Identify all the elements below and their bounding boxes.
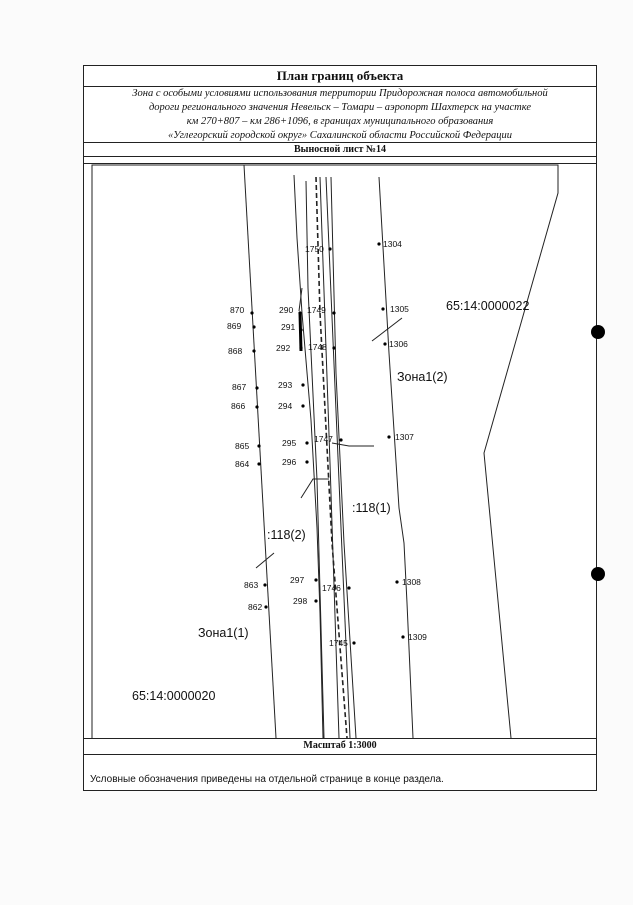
- subtitle-line: «Углегорский городской округ» Сахалинской области Российской Федерации: [168, 130, 512, 141]
- point-863: [263, 583, 266, 586]
- leader-line: [256, 553, 274, 568]
- point-label: 870: [230, 305, 245, 315]
- point-1305: [381, 307, 384, 310]
- subtitle-line: Зона с особыми условиями использования территории Придорожная полоса автомобильной: [132, 88, 548, 99]
- point-label: 1749: [307, 305, 326, 315]
- point-869: [252, 325, 255, 328]
- binder-hole: [591, 325, 605, 339]
- subparcel-label: :118(1): [352, 501, 391, 515]
- point-label: 869: [227, 321, 242, 331]
- point-868: [252, 349, 255, 352]
- binder-hole: [591, 567, 605, 581]
- point-862: [264, 605, 267, 608]
- left-boundary-line: [244, 165, 276, 738]
- point-1306: [383, 342, 386, 345]
- point-label: 1747: [314, 434, 333, 444]
- parcel-label: 65:14:0000020: [132, 689, 216, 703]
- point-label: 296: [282, 457, 297, 467]
- point-870: [250, 311, 253, 314]
- point-label: 298: [293, 596, 308, 606]
- point-label: 291: [281, 322, 296, 332]
- point-label: 1309: [408, 632, 427, 642]
- point-label: 297: [290, 575, 305, 585]
- sheet-number: Выносной лист №14: [84, 143, 596, 157]
- legend-note: Условные обозначения приведены на отдельной странице в конце раздела.: [90, 774, 444, 785]
- map-frame-line: [92, 165, 558, 738]
- point-label: 1306: [389, 339, 408, 349]
- point-292: [299, 346, 302, 349]
- highlighted-segment: [300, 313, 301, 351]
- point-label: 1746: [322, 583, 341, 593]
- point-label: 290: [279, 305, 294, 315]
- boundary-map: [84, 163, 598, 738]
- point-296: [305, 460, 308, 463]
- point-1746: [347, 586, 350, 589]
- point-298: [314, 599, 317, 602]
- subtitle-line: км 270+807 – км 286+1096, в границах муниципального образования: [186, 116, 494, 127]
- point-label: 295: [282, 438, 297, 448]
- point-1308: [395, 580, 398, 583]
- plan-sheet: [83, 65, 597, 791]
- point-label: 293: [278, 380, 293, 390]
- point-1749: [332, 311, 335, 314]
- point-label: 1745: [329, 638, 348, 648]
- point-label: 1748: [308, 342, 327, 352]
- zone-label: Зона1(1): [198, 626, 249, 640]
- point-291: [299, 328, 302, 331]
- corridor-line: [331, 177, 356, 738]
- point-label: 1304: [383, 239, 402, 249]
- document-subtitle: [84, 86, 596, 143]
- point-label: 1307: [395, 432, 414, 442]
- point-1304: [377, 242, 380, 245]
- point-label: 868: [228, 346, 243, 356]
- parcel-label: 65:14:0000022: [446, 299, 530, 313]
- point-1747: [339, 438, 342, 441]
- point-293: [301, 383, 304, 386]
- point-1307: [387, 435, 390, 438]
- point-865: [257, 444, 260, 447]
- point-label: 862: [248, 602, 263, 612]
- point-867: [255, 386, 258, 389]
- map-scale: Масштаб 1:3000: [84, 738, 596, 755]
- point-297: [314, 578, 317, 581]
- point-295: [305, 441, 308, 444]
- point-294: [301, 404, 304, 407]
- point-290: [298, 311, 301, 314]
- point-label: 865: [235, 441, 250, 451]
- point-864: [257, 462, 260, 465]
- point-label: 864: [235, 459, 250, 469]
- point-1748: [332, 346, 335, 349]
- subparcel-label: :118(2): [267, 528, 306, 542]
- right-boundary-line: [379, 177, 413, 738]
- point-1750: [328, 247, 331, 250]
- corridor-line: [306, 181, 324, 738]
- point-label: 867: [232, 382, 247, 392]
- point-label: 1308: [402, 577, 421, 587]
- subtitle-line: дороги регионального значения Невельск – Томари – аэропорт Шахтерск на участке: [148, 102, 532, 113]
- map-area: [84, 163, 596, 739]
- point-label: 866: [231, 401, 246, 411]
- document-title: План границ объекта: [84, 66, 596, 87]
- point-866: [255, 405, 258, 408]
- point-1309: [401, 635, 404, 638]
- point-1745: [352, 641, 355, 644]
- point-label: 294: [278, 401, 293, 411]
- point-label: 1750: [305, 244, 324, 254]
- point-label: 1305: [390, 304, 409, 314]
- point-label: 292: [276, 343, 291, 353]
- point-label: 863: [244, 580, 259, 590]
- leader-line: [332, 443, 374, 446]
- zone-label: Зона1(2): [397, 370, 448, 384]
